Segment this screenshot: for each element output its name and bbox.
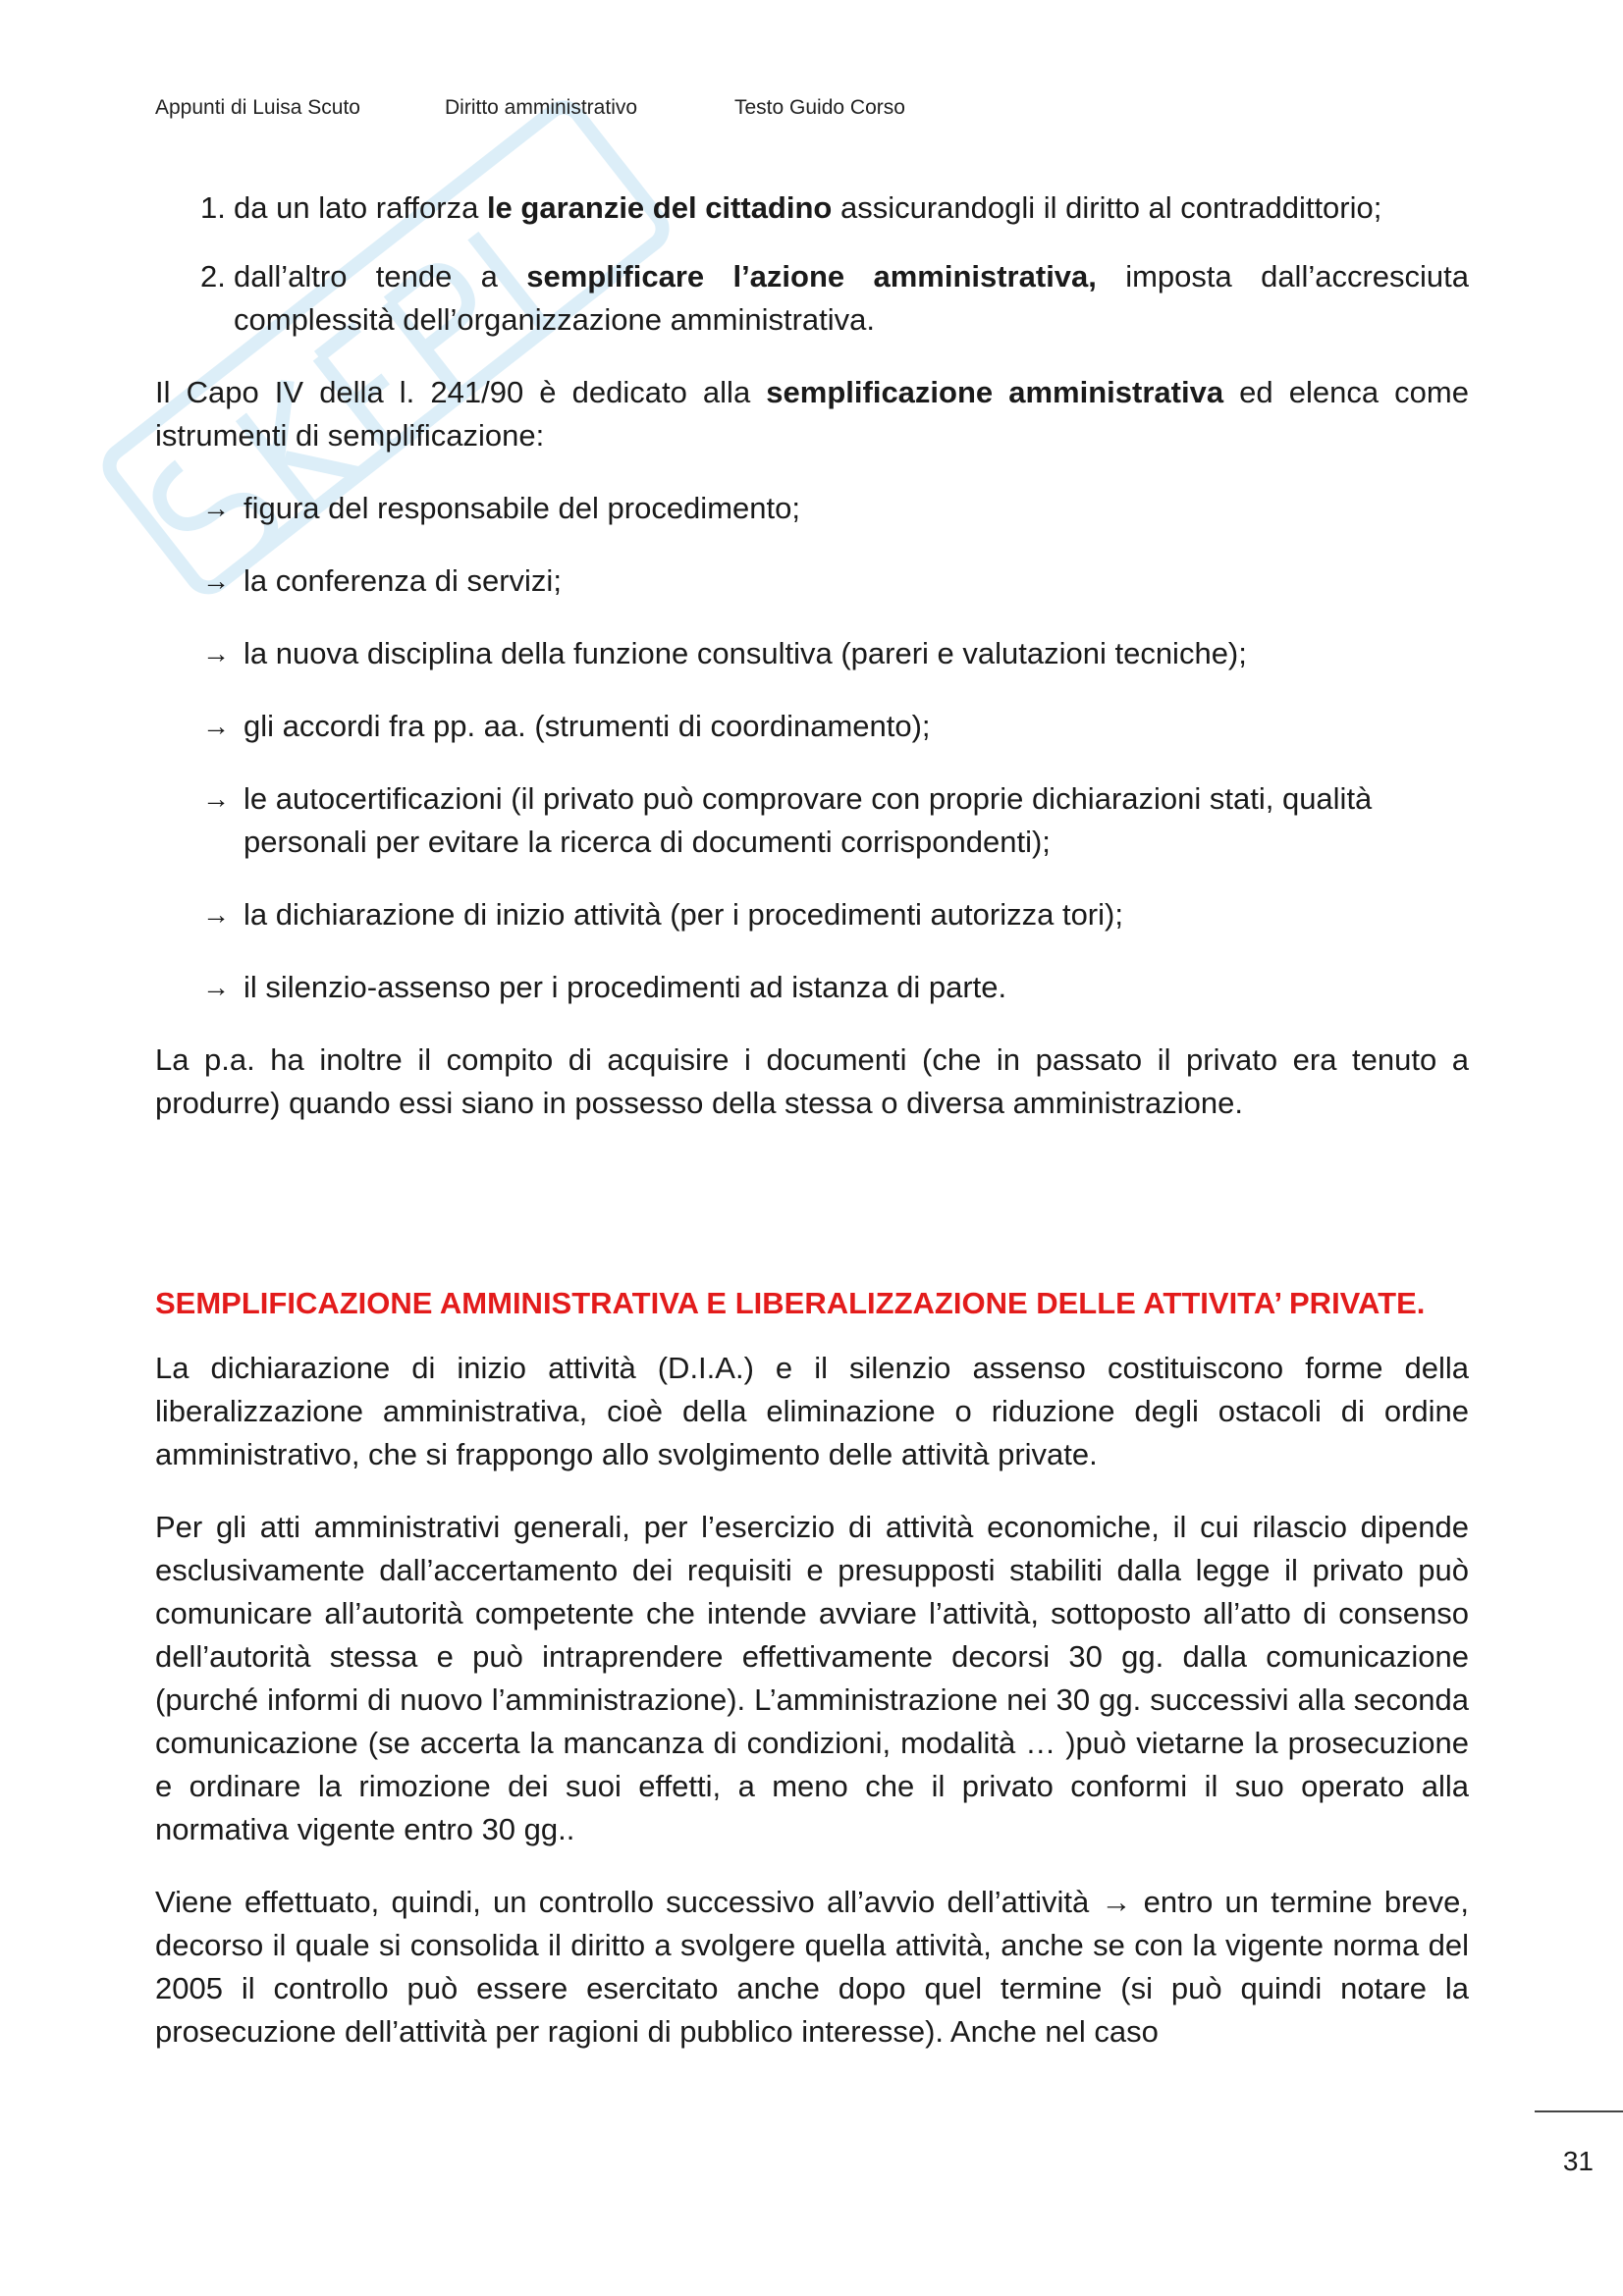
list-item bbox=[202, 487, 1469, 530]
list-item-text: le autocertificazioni (il privato può comprovare con proprie dichiarazioni stati, qualità personali per evitare la ricerca di documenti corrispondenti); bbox=[243, 781, 1373, 859]
arrow-icon: → bbox=[202, 493, 230, 523]
section-title: SEMPLIFICAZIONE AMMINISTRATIVA E LIBERALIZZAZIONE DELLE ATTIVITA’ PRIVATE. bbox=[155, 1286, 1426, 1320]
body-paragraph: Per gli atti amministrativi generali, per l’esercizio di attività economiche, il cui rilascio dipende esclusivamente dall’accertamento dei requisiti e presupposti stabiliti dalla legge il privato può comunicare all’autorità competente che intende avviare l’attività, sottoposto all’atto di consenso dell’autorità stessa e può intraprendere effettivamente decorsi 30 gg. dalla comunicazione (purché informi di nuovo l’amministrazione). L’amministrazione nei 30 gg. successivi alla seconda comunicazione (se accerta la mancanza di condizioni, modalità … )può vietarne la prosecuzione e ordinare la rimozione dei suoi effetti, a meno che il privato conformi il suo operato alla normativa vigente entro 30 gg.. bbox=[155, 1510, 1469, 1846]
list-item-text: il silenzio-assenso per i procedimenti ad istanza di parte. bbox=[243, 970, 1007, 1004]
list-item bbox=[202, 777, 1469, 864]
list-item bbox=[202, 893, 1469, 936]
page-content bbox=[155, 187, 1469, 2083]
list-item-text: la nuova disciplina della funzione consultiva (pareri e valutazioni tecniche); bbox=[243, 636, 1247, 670]
arrow-icon: → bbox=[202, 783, 230, 814]
arrow-icon: → bbox=[202, 638, 230, 668]
page-number-rule bbox=[1535, 2110, 1623, 2112]
instruments-list bbox=[155, 487, 1469, 1009]
header-subject: Diritto amministrativo bbox=[445, 96, 638, 119]
numbered-item-1: 1. da un lato rafforza le garanzie del cittadino assicurandogli il diritto al contraddittorio; bbox=[200, 190, 1382, 225]
list-item bbox=[202, 705, 1469, 748]
list-item bbox=[202, 966, 1469, 1009]
header-author: Appunti di Luisa Scuto bbox=[155, 96, 360, 119]
list-item bbox=[202, 632, 1469, 675]
section-body bbox=[155, 1347, 1469, 2054]
body-paragraph: Viene effettuato, quindi, un controllo successivo all’avvio dell’attività → entro un termine breve, decorso il quale si consolida il diritto a svolgere quella attività, anche se con la vigente norma del 2005 il controllo può essere esercitato anche dopo quel termine (si può quindi notare la prosecuzione dell’attività per ragioni di pubblico interesse). Anche nel caso bbox=[155, 1885, 1469, 2049]
arrow-icon: → bbox=[202, 565, 230, 596]
arrow-icon: → bbox=[202, 711, 230, 741]
list-item-text: la dichiarazione di inizio attività (per i procedimenti autorizza tori); bbox=[243, 897, 1123, 932]
arrow-icon: → bbox=[202, 972, 230, 1002]
numbered-item-2: 2. dall’altro tende a semplificare l’azione amministrativa, imposta dall’accresciuta complessità dell’organizzazione amministrativa. bbox=[200, 259, 1470, 337]
body-paragraph: La dichiarazione di inizio attività (D.I.A.) e il silenzio assenso costituiscono forme della liberalizzazione amministrativa, cioè della eliminazione o riduzione degli ostacoli di ordine amministrativo, che si frappongo allo svolgimento delle attività private. bbox=[155, 1351, 1469, 1471]
list-item-text: la conferenza di servizi; bbox=[243, 563, 562, 598]
page-number: 31 bbox=[1562, 2146, 1594, 2176]
pa-paragraph: La p.a. ha inoltre il compito di acquisire i documenti (che in passato il privato era tenuto a produrre) quando essi siano in possesso della stessa o diversa amministrazione. bbox=[155, 1042, 1469, 1120]
capo-paragraph: Il Capo IV della l. 241/90 è dedicato alla semplificazione amministrativa ed elenca come istrumenti di semplificazione: bbox=[155, 375, 1469, 453]
arrow-icon: → bbox=[202, 899, 230, 930]
list-item-text: gli accordi fra pp. aa. (strumenti di coordinamento); bbox=[243, 709, 931, 743]
list-item-text: figura del responsabile del procedimento; bbox=[243, 491, 800, 525]
header-text: Testo Guido Corso bbox=[734, 96, 905, 119]
list-item bbox=[202, 560, 1469, 603]
